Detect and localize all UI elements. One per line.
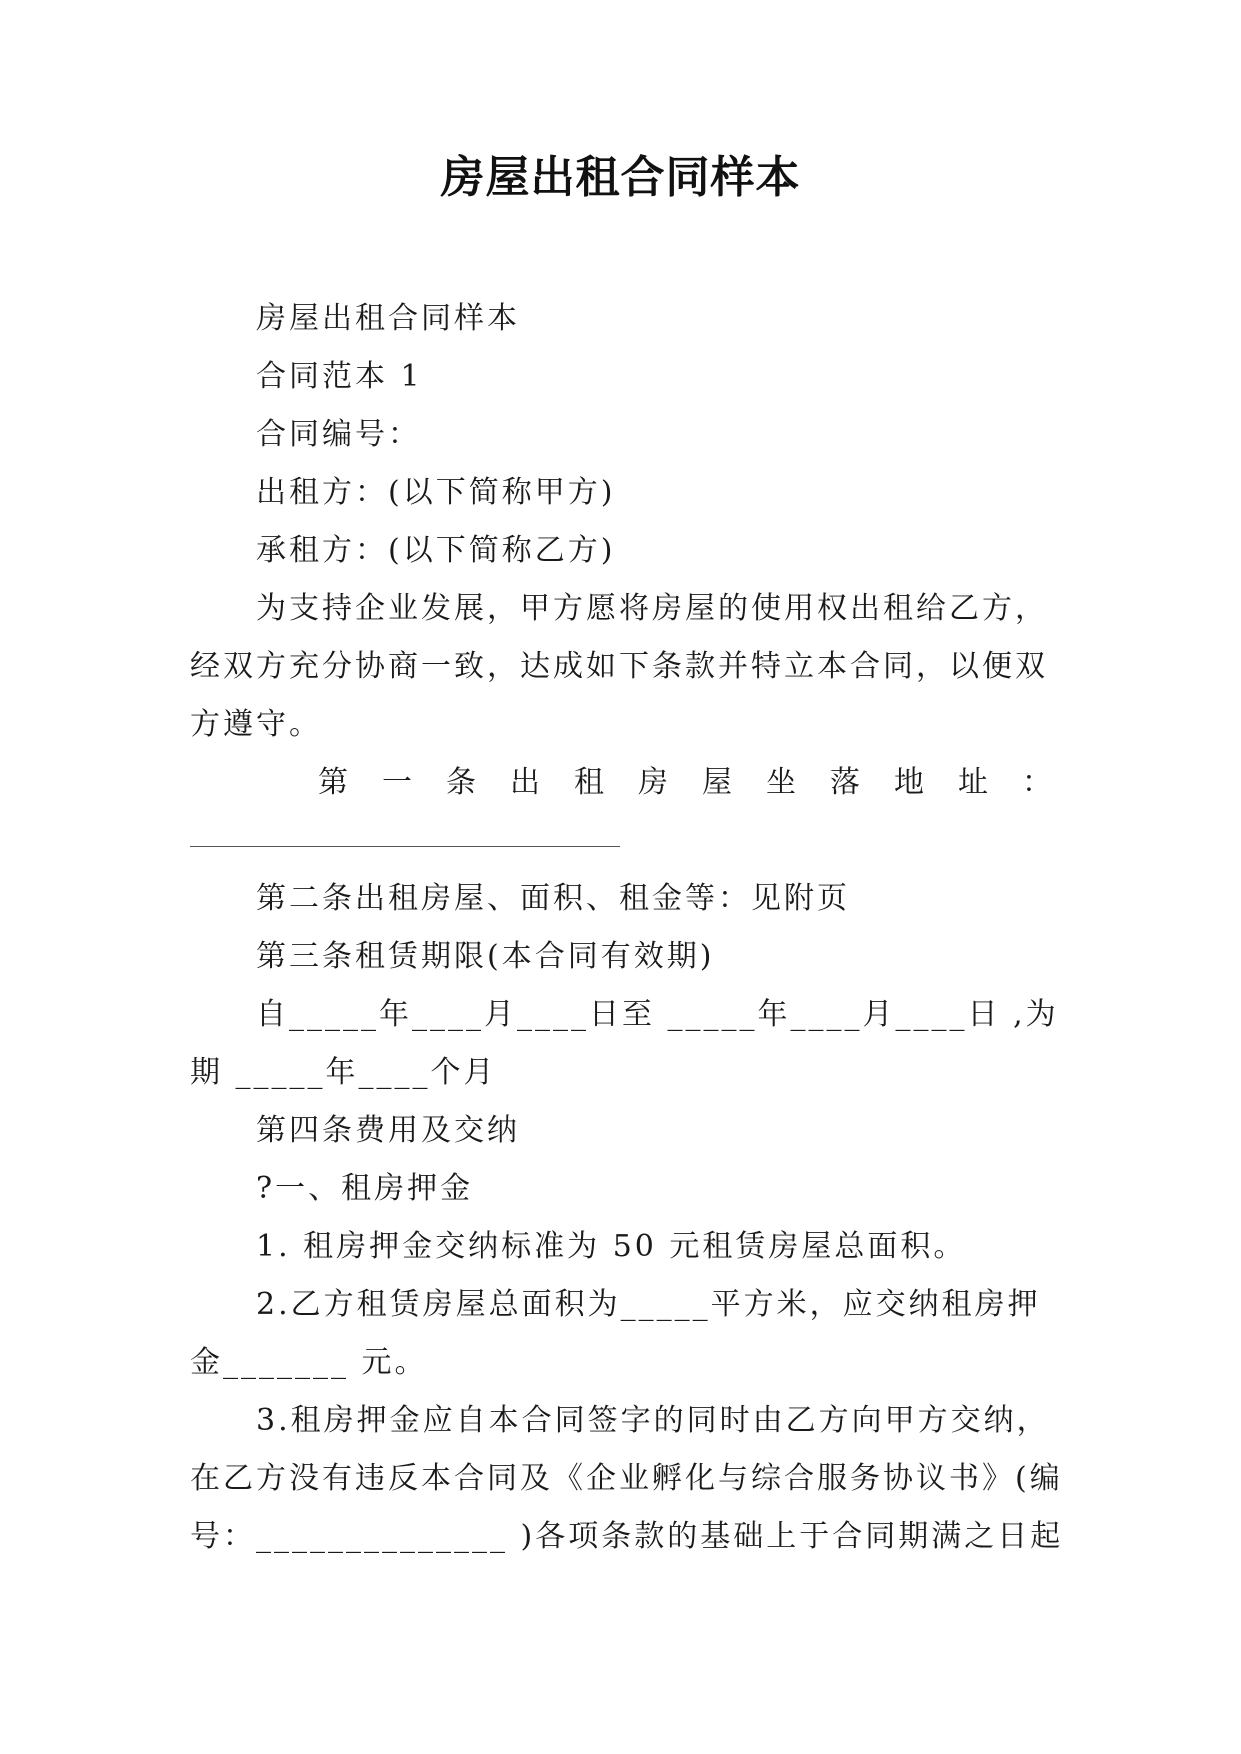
paragraph-line: 经双方充分协商一致，达成如下条款并特立本合同，以便双 [190,649,1048,684]
paragraph-line: 第三条租赁期限(本合同有效期) [256,939,715,974]
paragraph-line: 为支持企业发展，甲方愿将房屋的使用权出租给乙方， [256,591,1048,626]
paragraph-line: 合同范本 1 [256,359,423,394]
article-1-heading [190,754,1052,812]
article-1-char: 屋 [702,765,732,800]
document-body [190,290,1064,1566]
paragraph-line: 3.租房押金应自本合同签字的同时由乙方向甲方交纳， [256,1403,1050,1438]
article-1-char: 房 [638,765,668,800]
paragraph-line: 房屋出租合同样本 [256,301,520,336]
paragraph-line: 期 _____年____个月 [190,1055,497,1090]
paragraph-line: 在乙方没有违反本合同及《企业孵化与综合服务协议书》(编 [190,1461,1063,1496]
paragraph-line: 合同编号： [256,417,421,452]
paragraph-line: 方遵守。 [190,707,322,742]
paragraph-line: 第二条出租房屋、面积、租金等：见附页 [256,881,850,916]
article-1-char: 落 [830,765,860,800]
paragraph-line: 号：______________ )各项条款的基础上于合同期满之日起 [190,1519,1064,1554]
article-1-char: ： [1022,765,1052,800]
paragraph-line: ?一、租房押金 [256,1171,474,1206]
document-title: 房屋出租合同样本 [440,152,801,203]
paragraph-line: 出租方：(以下简称甲方) [256,475,616,510]
paragraph-line: 承租方：(以下简称乙方) [256,533,616,568]
article-1-char: 地 [894,765,924,800]
article-1-char: 第 [318,765,348,800]
paragraph-line: 2.乙方租赁房屋总面积为_____平方米，应交纳租房押 [256,1287,1041,1322]
paragraph-line: 1. 租房押金交纳标准为 50 元租赁房屋总面积。 [256,1229,967,1264]
article-1-char: 一 [382,765,412,800]
paragraph-line: 自_____年____月____日至 _____年____月____日 ,为 [256,997,1059,1032]
article-1-char: 坐 [766,765,796,800]
article-1-char: 址 [958,765,988,800]
paragraph-line: 第四条费用及交纳 [256,1113,520,1148]
address-blank-line [190,812,1052,870]
article-1-char: 租 [574,765,604,800]
paragraph-line: 金_______ 元。 [190,1345,428,1380]
article-1-char: 出 [510,765,540,800]
article-1-char: 条 [446,765,476,800]
